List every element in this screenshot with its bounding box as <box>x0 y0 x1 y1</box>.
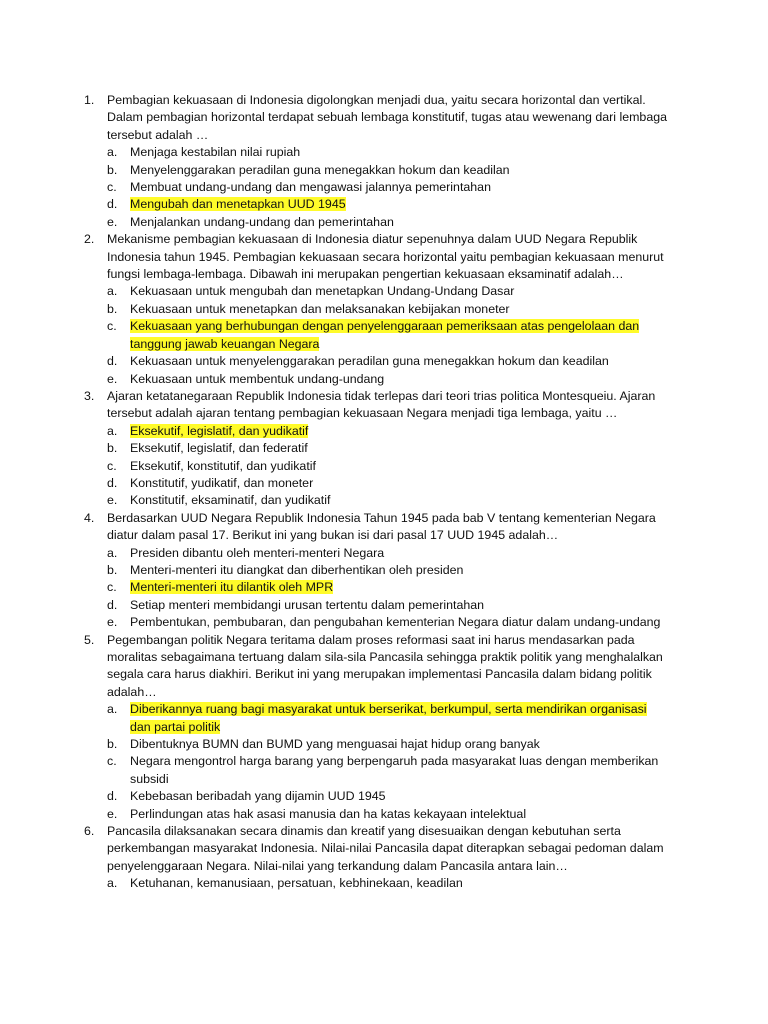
answer-option <box>107 214 668 231</box>
option-letter: a. <box>107 284 118 299</box>
option-text: Negara mengontrol harga barang yang berpengaruh pada masyarakat luas dengan memberikan subsidi <box>130 754 659 786</box>
question-number: 2. <box>84 232 95 247</box>
option-letter: b. <box>107 301 118 316</box>
option-letter: d. <box>107 475 118 490</box>
option-text: Presiden dibantu oleh menteri-menteri Negara <box>130 545 385 560</box>
question-6 <box>0 823 768 893</box>
answer-option <box>107 440 668 457</box>
option-letter: c. <box>107 319 117 334</box>
option-text: Setiap menteri membidangi urusan tertentu dalam pemerintahan <box>130 597 485 612</box>
answer-options <box>107 545 668 632</box>
option-letter: e. <box>107 493 118 508</box>
option-letter: a. <box>107 145 118 160</box>
option-text: Kekuasaan untuk menetapkan dan melaksanakan kebijakan moneter <box>130 301 510 316</box>
answer-option <box>107 788 668 805</box>
option-text: Menjaga kestabilan nilai rupiah <box>130 145 301 160</box>
option-letter: c. <box>107 754 117 769</box>
option-letter: c. <box>107 580 117 595</box>
question-text: Pegembangan politik Negara teritama dalam proses reformasi saat ini harus mendasarkan pada moralitas sebagaimana tertuang dalam sila-sila Pancasila sehingga praktik politik yang menghalalkan segala cara harus diakhiri. Berikut ini yang merupakan implementasi Pancasila dalam bidang politik adalah… <box>107 632 663 699</box>
option-text: Kekuasaan untuk membentuk undang-undang <box>130 371 385 386</box>
question-number: 1. <box>84 93 95 107</box>
question-number: 4. <box>84 510 95 525</box>
question-1 <box>0 92 768 231</box>
question-text: Pancasila dilaksanakan secara dinamis dan kreatif yang disesuaikan dengan kebutuhan serta perkembangan masyarakat Indonesia. Nilai-nilai Pancasila dapat diterapkan sebagai pedoman dalam penyelenggaraan Negara. Nilai-nilai yang terkandung dalam Pancasila antara lain… <box>107 824 664 873</box>
answer-option <box>107 144 668 161</box>
answer-option <box>107 545 668 562</box>
option-text: Kebebasan beribadah yang dijamin UUD 1945 <box>130 789 386 804</box>
highlighted-answer-text: Diberikannya ruang bagi masyarakat untuk berserikat, berkumpul, serta mendirikan organisasi dan partai politik <box>130 702 647 734</box>
answer-option <box>107 614 668 631</box>
option-letter: a. <box>107 702 118 717</box>
option-text: Menteri-menteri itu diangkat dan diberhentikan oleh presiden <box>130 562 464 577</box>
option-text: Eksekutif, konstitutif, dan yudikatif <box>130 458 316 473</box>
highlighted-answer-text: Mengubah dan menetapkan UUD 1945 <box>130 197 346 212</box>
question-number: 6. <box>84 824 95 839</box>
question-text: Mekanisme pembagian kekuasaan di Indonesia diatur sepenuhnya dalam UUD Negara Republik Indonesia tahun 1945. Pembagian kekuasaan secara horizontal yaitu pembagian kekuasaan menurut fungsi lembaga-lembaga. Dibawah ini merupakan pengertian kekuasaan eksaminatif adalah… <box>107 232 664 282</box>
answer-option <box>107 301 668 318</box>
answer-options <box>107 701 668 823</box>
option-text: Kekuasaan untuk mengubah dan menetapkan Undang-Undang Dasar <box>130 284 515 299</box>
option-letter: d. <box>107 789 118 804</box>
option-letter: e. <box>107 214 118 229</box>
answer-option <box>107 162 668 179</box>
option-letter: a. <box>107 876 118 891</box>
answer-option <box>107 458 668 475</box>
question-number: 3. <box>84 388 95 403</box>
question-text: Pembagian kekuasaan di Indonesia digolongkan menjadi dua, yaitu secara horizontal dan vertikal. Dalam pembagian horizontal terdapat sebuah lembaga konstitutif, tugas atau wewenang dari lembaga tersebut adalah … <box>107 93 667 142</box>
answer-option <box>107 753 668 788</box>
question-3 <box>0 388 768 510</box>
answer-options <box>107 423 668 510</box>
option-text: Perlindungan atas hak asasi manusia dan ha katas kekayaan intelektual <box>130 806 527 821</box>
answer-option <box>107 371 668 388</box>
answer-option <box>107 179 668 196</box>
answer-option <box>107 475 668 492</box>
option-text: Konstitutif, yudikatif, dan moneter <box>130 475 314 490</box>
option-letter: b. <box>107 562 118 577</box>
option-text: Pembentukan, pembubaran, dan pengubahan kementerian Negara diatur dalam undang-undang <box>130 615 661 630</box>
answer-option-highlighted <box>107 579 668 596</box>
answer-option <box>107 283 668 300</box>
option-text: Ketuhanan, kemanusiaan, persatuan, kebhinekaan, keadilan <box>130 876 463 891</box>
question-text: Berdasarkan UUD Negara Republik Indonesia Tahun 1945 pada bab V tentang kementerian Negara diatur dalam pasal 17. Berikut ini yang bukan isi dari pasal 17 UUD 1945 adalah… <box>107 510 656 543</box>
answer-option-highlighted <box>107 423 668 440</box>
option-letter: d. <box>107 354 118 369</box>
option-letter: e. <box>107 615 118 630</box>
question-2 <box>0 231 768 388</box>
question-5 <box>0 632 768 823</box>
answer-options <box>107 283 668 387</box>
highlighted-answer-text: Menteri-menteri itu dilantik oleh MPR <box>130 580 334 595</box>
answer-option <box>107 875 668 892</box>
option-letter: e. <box>107 806 118 821</box>
answer-option <box>107 806 668 823</box>
highlighted-answer-text: Kekuasaan yang berhubungan dengan penyelenggaraan pemeriksaan atas pengelolaan dan tanggung jawab keuangan Negara <box>130 319 640 351</box>
answer-options <box>107 144 668 231</box>
answer-option <box>107 597 668 614</box>
question-text: Ajaran ketatanegaraan Republik Indonesia tidak terlepas dari teori trias politica Montesqueiu. Ajaran tersebut adalah ajaran tentang pembagian kekuasaan Negara menjadi tiga lembaga, yaitu … <box>107 388 656 421</box>
answer-option <box>107 492 668 509</box>
answer-option-highlighted <box>107 318 668 353</box>
question-number: 5. <box>84 632 95 647</box>
answer-option <box>107 736 668 753</box>
option-text: Kekuasaan untuk menyelenggarakan peradilan guna menegakkan hokum dan keadilan <box>130 354 609 369</box>
option-letter: d. <box>107 597 118 612</box>
option-letter: b. <box>107 162 118 177</box>
option-letter: c. <box>107 458 117 473</box>
answer-option-highlighted <box>107 701 668 736</box>
option-text: Eksekutif, legislatif, dan federatif <box>130 441 308 456</box>
question-4 <box>0 510 768 632</box>
answer-option <box>107 562 668 579</box>
highlighted-answer-text: Eksekutif, legislatif, dan yudikatif <box>130 423 309 438</box>
answer-options <box>107 875 668 892</box>
option-letter: d. <box>107 197 118 212</box>
answer-option <box>107 353 668 370</box>
option-text: Menjalankan undang-undang dan pemerintahan <box>130 214 394 229</box>
option-text: Dibentuknya BUMN dan BUMD yang menguasai hajat hidup orang banyak <box>130 737 540 752</box>
option-text: Membuat undang-undang dan mengawasi jalannya pemerintahan <box>130 180 491 195</box>
option-letter: b. <box>107 737 118 752</box>
option-letter: c. <box>107 180 117 195</box>
option-letter: b. <box>107 441 118 456</box>
option-text: Konstitutif, eksaminatif, dan yudikatif <box>130 493 331 508</box>
answer-option-highlighted <box>107 196 668 213</box>
option-letter: a. <box>107 545 118 560</box>
option-letter: e. <box>107 371 118 386</box>
option-text: Menyelenggarakan peradilan guna menegakkan hokum dan keadilan <box>130 162 510 177</box>
option-letter: a. <box>107 423 118 438</box>
